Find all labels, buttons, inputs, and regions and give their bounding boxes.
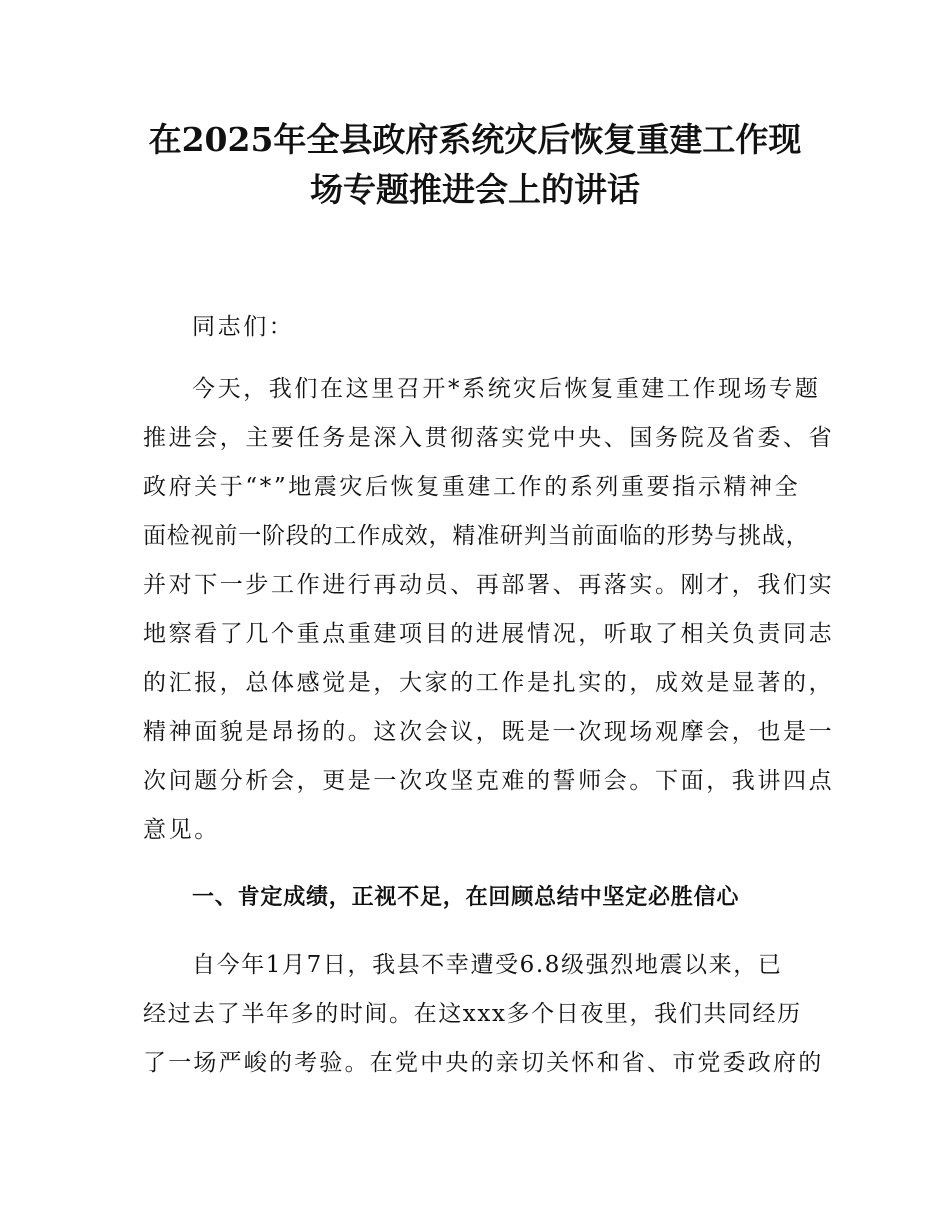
paragraph-2-line: 经过去了半年多的时间。在这xxx多个日夜里，我们共同经历 (143, 1001, 802, 1027)
paragraph-1-line: 推进会，主要任务是深入贯彻落实党中央、国务院及省委、省 (143, 425, 835, 451)
title-line-1: 在2025年全县政府系统灾后恢复重建工作现 (148, 120, 802, 159)
paragraph-1-line: 面检视前一阶段的工作成效，精准研判当前面临的形势与挑战， (143, 523, 810, 549)
paragraph-1-line: 精神面貌是昂扬的。这次会议，既是一次现场观摩会，也是一 (143, 719, 835, 745)
paragraph-1-line: 意见。 (143, 817, 220, 843)
paragraph-1-line: 的汇报，总体感觉是，大家的工作是扎实的，成效是显著的， (143, 670, 835, 696)
paragraph-2-line: 自今年1月7日，我县不幸遭受6.8级强烈地震以来，已 (192, 952, 783, 978)
paragraph-2-line: 了一场严峻的考验。在党中央的亲切关怀和省、市党委政府的 (143, 1050, 824, 1076)
title-line-2: 场专题推进会上的讲话 (310, 170, 640, 209)
paragraph-1-line: 今天，我们在这里召开*系统灾后恢复重建工作现场专题 (192, 376, 821, 402)
document-title (0, 115, 950, 215)
paragraph-1-line: 并对下一步工作进行再动员、再部署、再落实。刚才，我们实 (143, 572, 835, 598)
paragraph-1-line: 次问题分析会，更是一次攻坚克难的誓师会。下面，我讲四点 (143, 768, 835, 794)
section-1-heading: 一、肯定成绩，正视不足，在回顾总结中坚定必胜信心 (192, 885, 740, 910)
paragraph-1-line: 地察看了几个重点重建项目的进展情况，听取了相关负责同志 (143, 621, 835, 647)
paragraph-1-line: 政府关于“*”地震灾后恢复重建工作的系列重要指示精神全 (143, 474, 801, 500)
salutation: 同志们： (192, 314, 295, 340)
